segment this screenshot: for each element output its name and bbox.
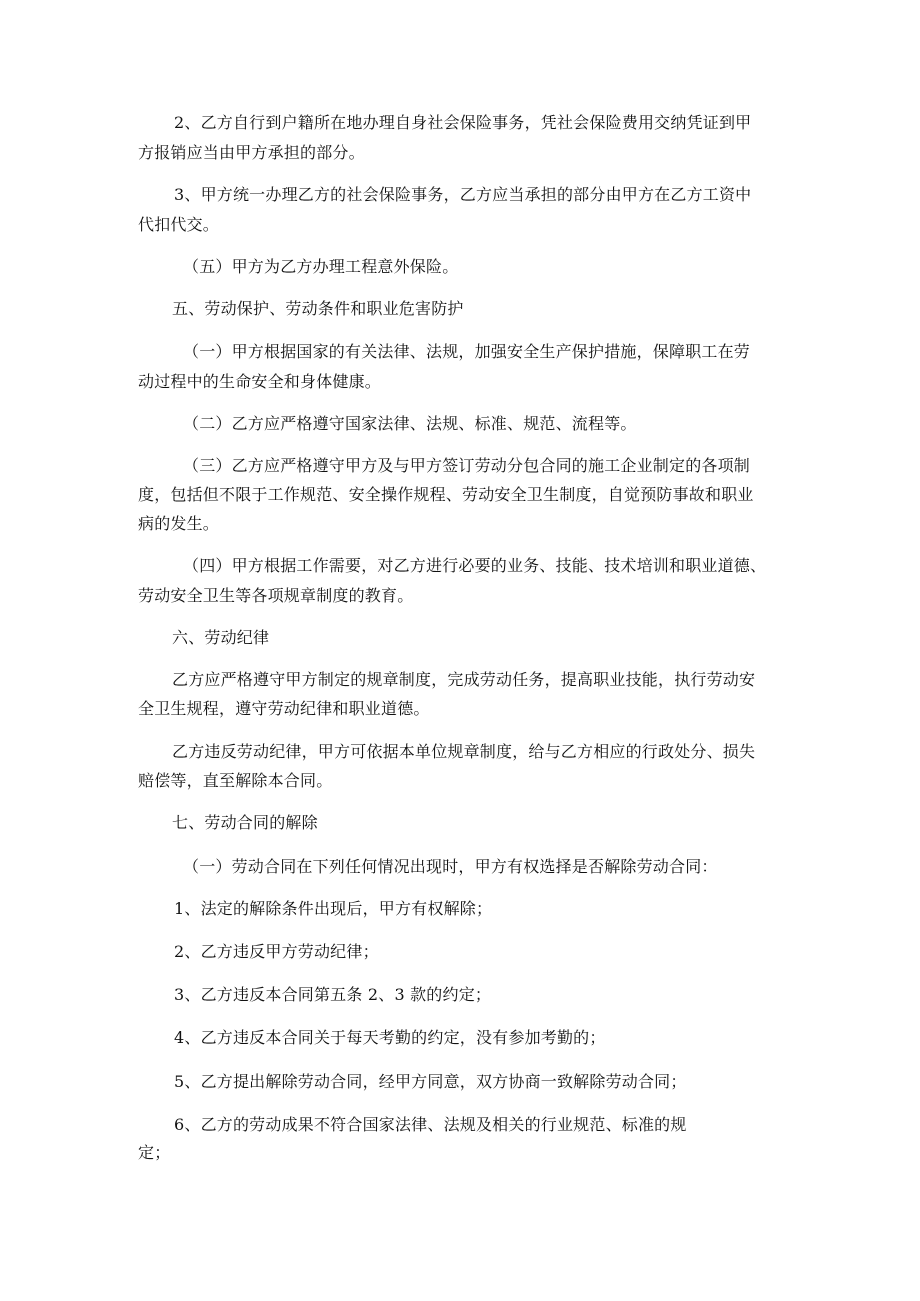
list-item: 2、乙方违反甲方劳动纪律； <box>174 942 379 961</box>
section-heading: 七、劳动合同的解除 <box>172 813 318 832</box>
paragraph-line: （一）劳动合同在下列任何情况出现时，甲方有权选择是否解除劳动合同： <box>183 857 718 876</box>
paragraph-line: 度，包括但不限于工作规范、安全操作规程、劳动安全卫生制度，自觉预防事故和职业 <box>138 485 754 504</box>
paragraph-line: 乙方应严格遵守甲方制定的规章制度，完成劳动任务，提高职业技能，执行劳动安 <box>172 670 756 689</box>
paragraph-line: 代扣代交。 <box>138 215 220 234</box>
list-item: 4、乙方违反本合同关于每天考勤的约定，没有参加考勤的； <box>174 1028 606 1047</box>
paragraph-line: （五）甲方为乙方办理工程意外保险。 <box>183 257 459 276</box>
paragraph-line: （二）乙方应严格遵守国家法律、法规、标准、规范、流程等。 <box>183 414 637 433</box>
section-heading: 六、劳动纪律 <box>172 628 270 647</box>
list-item: 1、法定的解除条件出现后，甲方有权解除； <box>174 899 493 918</box>
list-item: 3、乙方违反本合同第五条 2、3 款的约定； <box>174 985 492 1004</box>
paragraph-line: （三）乙方应严格遵守甲方及与甲方签订劳动分包合同的施工企业制定的各项制 <box>183 456 751 475</box>
paragraph-line: 动过程中的生命安全和身体健康。 <box>138 372 382 391</box>
paragraph-line: 劳动安全卫生等各项规章制度的教育。 <box>138 586 414 605</box>
paragraph-line: 乙方违反劳动纪律，甲方可依据本单位规章制度，给与乙方相应的行政处分、损失 <box>172 742 756 761</box>
paragraph-line: （四）甲方根据工作需要，对乙方进行必要的业务、技能、技术培训和职业道德、 <box>183 556 767 575</box>
paragraph-line: （一）甲方根据国家的有关法律、法规，加强安全生产保护措施，保障职工在劳 <box>183 342 751 361</box>
paragraph-line: 方报销应当由甲方承担的部分。 <box>138 143 365 162</box>
paragraph-line: 赔偿等，直至解除本合同。 <box>138 771 333 790</box>
section-heading: 五、劳动保护、劳动条件和职业危害防护 <box>172 299 464 318</box>
list-item: 6、乙方的劳动成果不符合国家法律、法规及相关的行业规范、标准的规 <box>174 1115 687 1134</box>
paragraph-line: 病的发生。 <box>138 514 220 533</box>
paragraph-line: 2、乙方自行到户籍所在地办理自身社会保险事务，凭社会保险费用交纳凭证到甲 <box>174 113 752 132</box>
paragraph-line: 定； <box>138 1143 171 1162</box>
list-item: 5、乙方提出解除劳动合同，经甲方同意，双方协商一致解除劳动合同； <box>174 1072 687 1091</box>
paragraph-line: 全卫生规程，遵守劳动纪律和职业道德。 <box>138 699 430 718</box>
paragraph-line: 3、甲方统一办理乙方的社会保险事务，乙方应当承担的部分由甲方在乙方工资中 <box>174 185 752 204</box>
